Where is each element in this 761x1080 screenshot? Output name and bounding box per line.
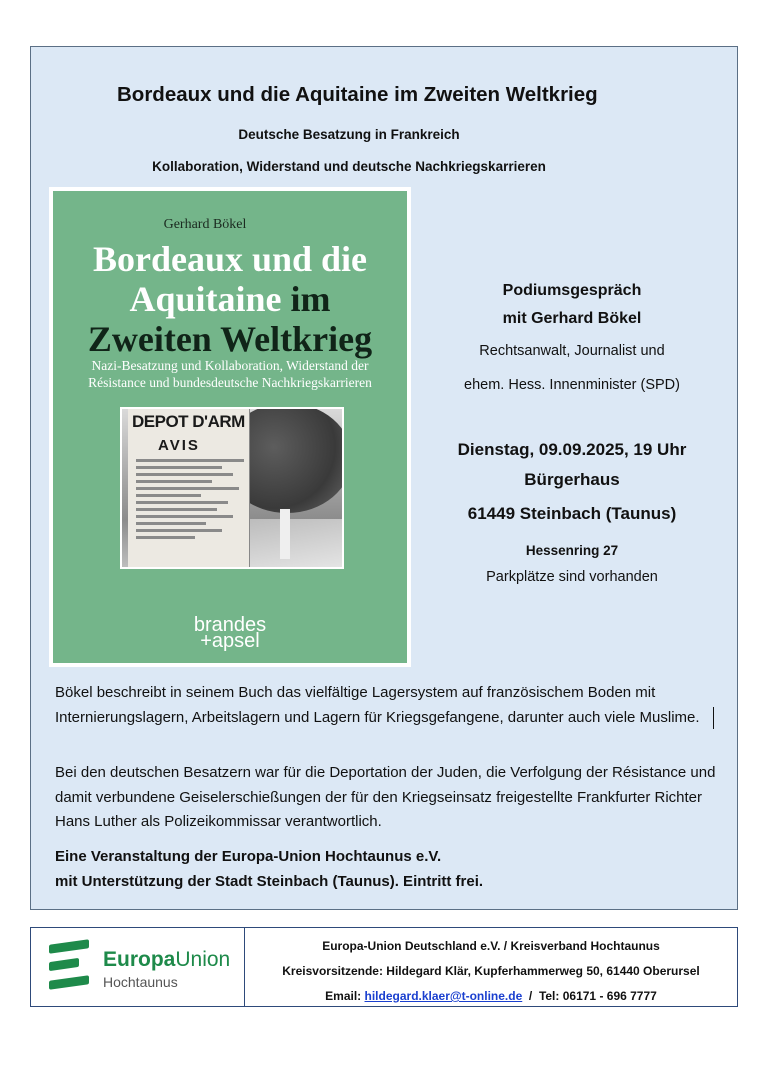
email-label: Email: xyxy=(325,989,362,1003)
book-cover-image xyxy=(49,187,411,667)
book-title-word-aquitaine: Aquitaine xyxy=(129,279,282,319)
logo-word-union: Union xyxy=(175,948,231,971)
footer-org-line: Europa-Union Deutschland e.V. / Kreisverband Hochtaunus xyxy=(322,939,660,953)
publisher-logo-line-1: brandes xyxy=(193,614,267,636)
footer-chair-line: Kreisvorsitzende: Hildegard Klär, Kupferhammerweg 50, 61440 Oberursel xyxy=(282,964,700,978)
event-city: 61449 Steinbach (Taunus) xyxy=(467,504,677,523)
parking-note: Parkplätze sind vorhanden xyxy=(486,569,658,585)
book-title-line-2 xyxy=(53,279,407,319)
event-date-venue xyxy=(426,435,718,495)
photo-poster xyxy=(128,409,250,569)
organizer-note xyxy=(55,845,723,894)
book-cover-photo xyxy=(120,407,344,569)
event-venue: Bürgerhaus xyxy=(524,470,620,489)
footer-contact-box xyxy=(30,927,738,1007)
book-cover xyxy=(53,191,407,663)
text-cursor xyxy=(713,707,714,729)
email-link[interactable]: hildegard.klaer@t-online.de xyxy=(364,989,523,1003)
book-title xyxy=(53,239,407,359)
photo-poster-avis: AVIS xyxy=(158,437,200,454)
publisher-logo-line-2: +apsel xyxy=(200,630,260,652)
book-title-line-1: Bordeaux und die xyxy=(92,239,368,279)
speaker-role-2: ehem. Hess. Innenminister (SPD) xyxy=(464,377,680,393)
tel-number: 06171 - 696 7777 xyxy=(562,989,657,1003)
footer-contact-line xyxy=(245,984,737,1009)
event-street: Hessenring 27 xyxy=(525,543,619,558)
organizer-line-2: mit Unterstützung der Stadt Steinbach (Taunus). Eintritt frei. xyxy=(55,872,484,890)
podium-line-1: Podiumsgespräch xyxy=(502,282,642,299)
event-flyer xyxy=(30,46,738,910)
flyer-subtitle-1: Deutsche Besatzung in Frankreich xyxy=(238,127,460,142)
podium-heading xyxy=(426,277,718,333)
tel-label: Tel: xyxy=(538,989,560,1003)
photo-poster-text xyxy=(136,459,244,543)
event-date: Dienstag, 09.09.2025, 19 Uhr xyxy=(457,440,687,459)
photo-post xyxy=(280,509,290,559)
flyer-title: Bordeaux und die Aquitaine im Zweiten Weltkrieg xyxy=(117,83,598,106)
europa-union-logo-mark-icon xyxy=(49,940,95,994)
logo-wordmark xyxy=(103,948,230,972)
book-title-word-im: im xyxy=(290,279,331,319)
footer-info xyxy=(245,928,737,1006)
logo-subtitle: Hochtaunus xyxy=(103,974,178,990)
flyer-subtitle-2: Kollaboration, Widerstand und deutsche Nachkriegskarrieren xyxy=(152,159,546,174)
photo-poster-heading: DEPOT D'ARM xyxy=(132,412,245,431)
description-paragraph-2: Bei den deutschen Besatzern war für die Deportation der Juden, die Verfolgung der Résistance und damit verbundene Geiselerschießungen der für den Kriegseinsatz freigestellte Frankfurter Richter Hans Luther als Polizeikommissar verantwortlich. xyxy=(55,764,716,830)
logo-word-europa: Europa xyxy=(103,948,176,971)
description-paragraph-1: Bökel beschreibt in seinem Buch das vielfältige Lagersystem auf französischem Boden mit Internierungslagern, Arbeitslagern und Lagern für Kriegsgefangene, darunter auch viele Muslime. xyxy=(55,684,700,726)
europa-union-logo xyxy=(31,928,245,1006)
book-title-line-3: Zweiten Weltkrieg xyxy=(87,319,373,359)
book-subtitle: Nazi-Besatzung und Kollaboration, Widerstand der Résistance und bundesdeutsche Nachkriegskarrieren xyxy=(88,358,372,390)
book-author: Gerhard Bökel xyxy=(163,217,247,232)
speaker-role-1: Rechtsanwalt, Journalist und xyxy=(479,343,665,359)
organizer-line-1: Eine Veranstaltung der Europa-Union Hochtaunus e.V. xyxy=(55,848,442,865)
podium-line-2: mit Gerhard Bökel xyxy=(502,310,642,327)
contact-separator: / xyxy=(528,989,533,1003)
